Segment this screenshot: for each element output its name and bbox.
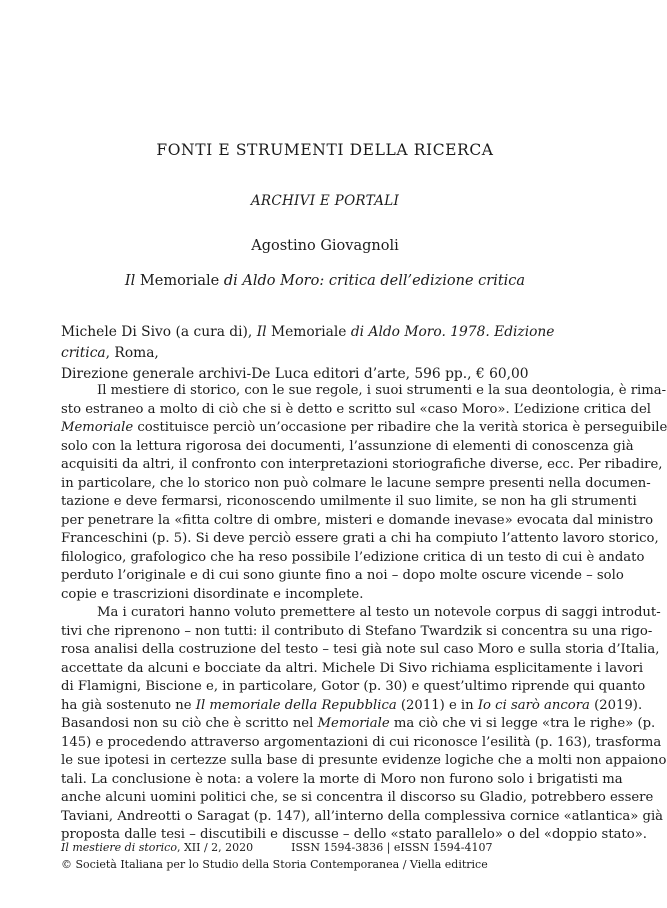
- body-line: [61, 401, 652, 420]
- body-line: [61, 567, 624, 586]
- body-text-run: Il memoriale della Repubblica: [195, 697, 397, 713]
- body-text-run: accettate da alcuni e bocciate da altri. Michele Di Sivo richiama esplicitamente i lavori: [61, 660, 644, 676]
- footer-issn: ISSN 1594-3836 | eISSN 1594-4107: [291, 841, 493, 854]
- body-line: [61, 678, 646, 697]
- citation-line-2: Direzione generale archivi-De Luca editori d’arte, 596 pp., € 60,00: [61, 366, 529, 382]
- body-text-run: le sue ipotesi in certezze sulla base di presunte evidenze logiche che a molti non appaiono: [61, 753, 667, 768]
- body-line: [61, 604, 661, 623]
- body-text-run: ma ciò che vi si legge «tra le righe» (p.: [389, 716, 656, 731]
- footer-copyright: © Società Italiana per lo Studio della Storia Contemporanea / Viella editrice: [61, 858, 488, 871]
- body-text-run: (2019).: [589, 697, 643, 713]
- body-text-run: Franceschini (p. 5). Si deve perciò essere grati a chi ha compiuto l’attento lavoro storico,: [61, 531, 659, 546]
- body-text-run: copie e trascrizioni disordinate e incomplete.: [61, 586, 364, 602]
- body-text-run: proposta dalle tesi – discutibili e discusse – dello «stato parallelo» o del «doppio stato».: [61, 827, 647, 842]
- book-citation: [61, 322, 589, 385]
- body-line: [61, 586, 589, 605]
- body-line: [61, 419, 667, 438]
- body-text-run: ha già sostenuto ne: [61, 697, 196, 713]
- footer-issue: , XII / 2, 2020: [176, 841, 254, 854]
- body-text-run: sto estraneo a molto di ciò che si è detto e scritto sul «caso Moro». L’edizione critica del: [61, 401, 652, 417]
- body-text-run: tazione e deve fermarsi, riconoscendo umilmente il suo limite, se non ha gli strumenti: [61, 494, 637, 509]
- body-line: [61, 512, 654, 531]
- body-text-run: Memoriale: [61, 420, 134, 435]
- body-line: [61, 623, 653, 642]
- body-text-run: rosa analisi della costruzione del testo – tesi già note sul caso Moro e sulla storia d’Italia,: [61, 642, 660, 657]
- body-text-run: Basandosi non su ciò che è scritto nel: [61, 716, 318, 731]
- body-text-run: per penetrare la «fitta coltre di ombre, misteri e domande inevase» evocata dal ministro: [61, 512, 654, 528]
- body-text-run: in particolare, che lo storico non può colmare le lacune sempre presenti nella documen-: [61, 475, 651, 491]
- citation-place: , Roma,: [105, 345, 159, 361]
- footer-journal-line: [61, 841, 589, 854]
- body-line: [61, 382, 667, 401]
- body-line: [61, 456, 663, 475]
- body-text-run: costituisce perciò un’occasione per ribadire che la verità storica è perseguibile: [133, 420, 667, 435]
- body-text-run: 145) e procedendo attraverso argomentazioni di cui riconosce l’esilità (p. 163), trasforma: [61, 734, 662, 750]
- subsection-heading: ARCHIVI E PORTALI: [250, 193, 400, 209]
- body-text-run: perduto l’originale e di cui sono giunte fino a noi – dopo molte oscure vicende – solo: [61, 568, 624, 583]
- body-line: [61, 771, 623, 790]
- body-text-run: filologico, grafologico che ha reso possibile l’edizione critica di un testo di cui è andato: [61, 549, 645, 565]
- article-title: [0, 273, 650, 289]
- citation-title-rest: di Aldo Moro. 1978. Edizione critica: [61, 324, 555, 361]
- body-line: [61, 530, 659, 549]
- body-text-run: Memoriale: [317, 716, 390, 731]
- body-line: [61, 549, 645, 568]
- body-line: [61, 493, 637, 512]
- review-body: [61, 382, 667, 845]
- body-line: [61, 697, 643, 716]
- section-heading: FONTI E STRUMENTI DELLA RICERCA: [156, 141, 494, 159]
- body-text-run: Taviani, Andreotti o Saragat (p. 147), all’interno della complessiva cornice «atlantica» già: [61, 808, 664, 824]
- body-line: [61, 641, 660, 660]
- citation-title-roman: Memoriale: [266, 324, 351, 340]
- title-roman: Memoriale: [135, 273, 224, 289]
- body-line: [61, 789, 654, 808]
- body-text-run: Il mestiere di storico, con le sue regole, i suoi strumenti e la sua deontologia, è rima-: [97, 383, 667, 398]
- title-prefix: Il: [124, 273, 136, 289]
- body-text-run: di Flamigni, Biscione e, in particolare, Gotor (p. 30) e quest’ultimo riprende qui quanto: [61, 679, 646, 694]
- body-line: [61, 660, 644, 679]
- body-text-run: anche alcuni uomini politici che, se si concentra il discorso su Gladio, potrebbero essere: [61, 790, 654, 805]
- title-rest: di Aldo Moro: critica dell’edizione critica: [223, 273, 526, 289]
- body-line: [61, 808, 664, 827]
- body-text-run: tali. La conclusione è nota: a volere la morte di Moro non furono solo i brigatisti ma: [61, 771, 623, 787]
- body-text-run: tivi che riprenono – non tutti: il contributo di Stefano Twardzik si concentra su una rigo-: [61, 623, 653, 639]
- body-line: [61, 734, 662, 753]
- body-text-run: solo con la lettura rigorosa dei documenti, l’assunzione di elementi di conoscenza già: [61, 438, 634, 454]
- citation-title-prefix: Il: [256, 324, 267, 340]
- body-line: [61, 438, 634, 457]
- body-line: [61, 752, 667, 771]
- body-line: [61, 475, 651, 494]
- body-line: [61, 715, 656, 734]
- body-text-run: Io ci sarò ancora: [477, 697, 590, 713]
- footer-journal-name: Il mestiere di storico: [61, 841, 177, 854]
- citation-line-1: [61, 322, 589, 364]
- body-text-run: acquisiti da altri, il confronto con interpretazioni storiografiche diverse, ecc. Per ribadire,: [61, 457, 663, 472]
- body-text-run: (2011) e in: [396, 697, 478, 713]
- body-text-run: Ma i curatori hanno voluto premettere al testo un notevole corpus di saggi introdut-: [97, 605, 661, 620]
- citation-editor: Michele Di Sivo (a cura di),: [61, 324, 257, 340]
- article-author: Agostino Giovagnoli: [251, 238, 399, 254]
